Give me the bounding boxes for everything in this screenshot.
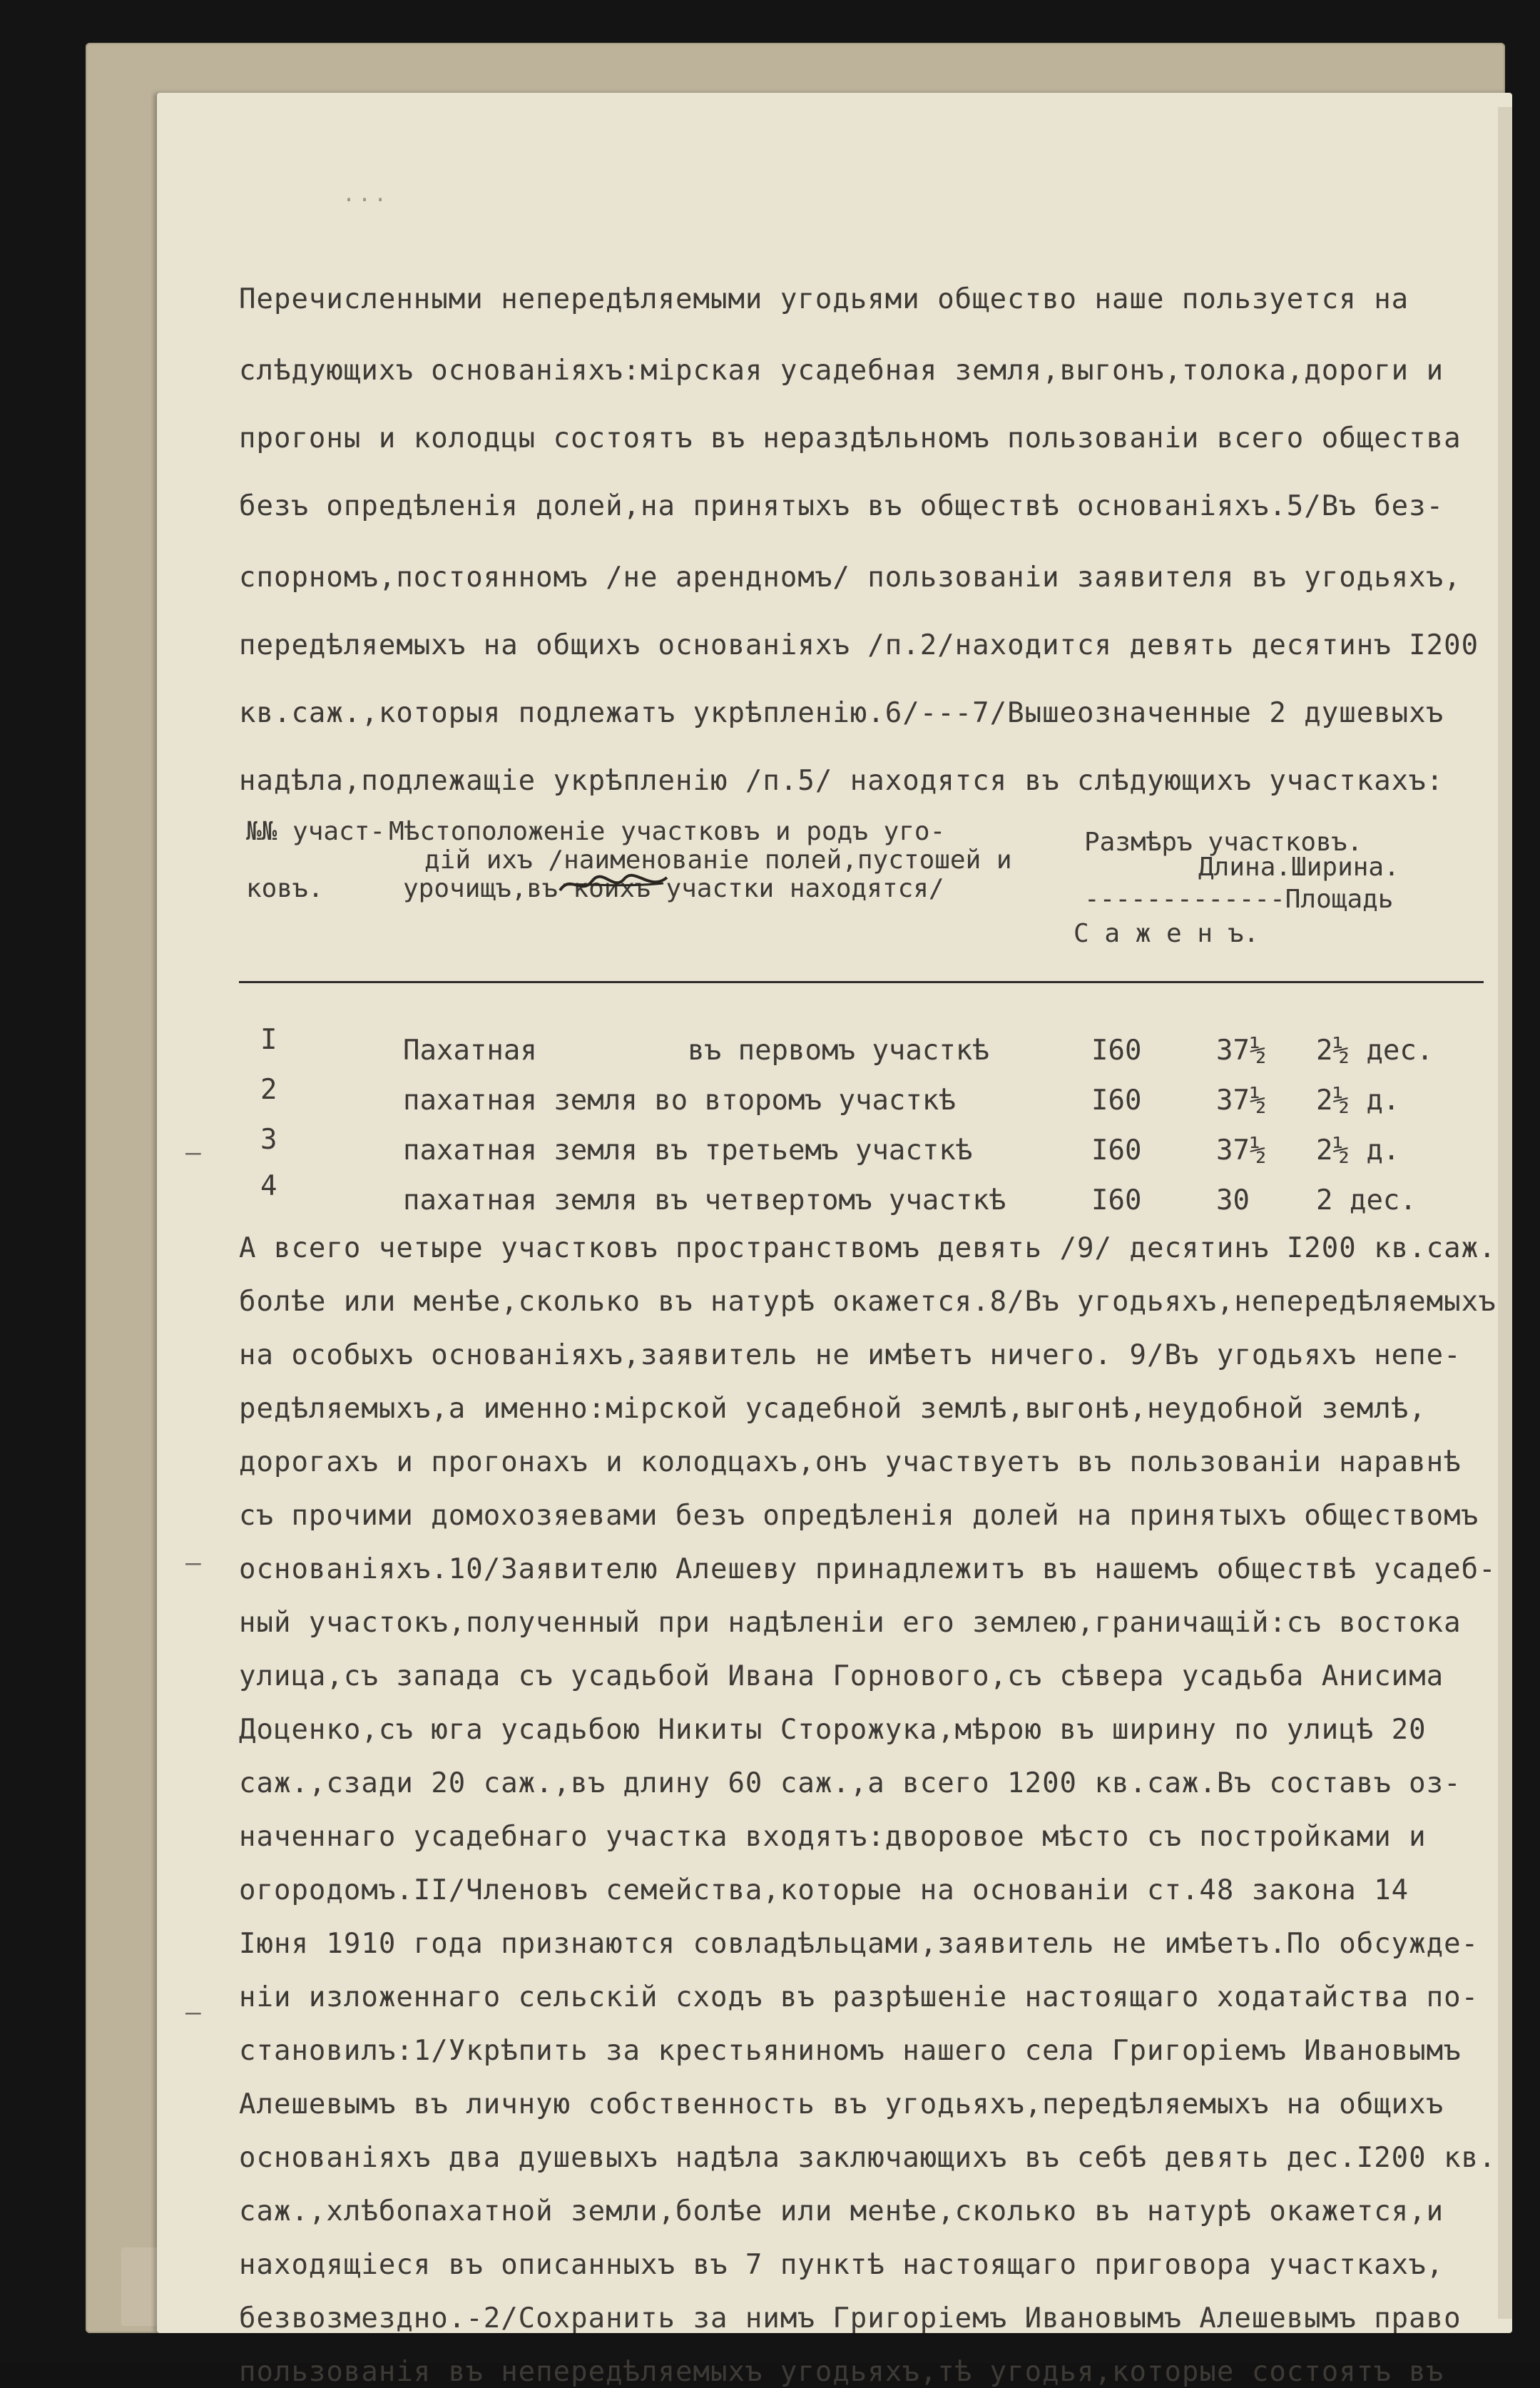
para2-line: становилъ:1/Укрѣпить за крестьяниномъ нашего села Григоріемъ Ивановымъ — [239, 2035, 1462, 2067]
para1-line: кв.саж.,которыя подлежатъ укрѣпленію.6/---7/Вышеозначенные 2 душевыхъ — [239, 697, 1444, 729]
para2-line: редѣляемыхъ,а именно:мірской усадебной землѣ,выгонѣ,неудобной землѣ, — [239, 1393, 1427, 1425]
para2-line: Іюня 1910 года признаются совладѣльцами,заявитель не имѣетъ.По обсужде- — [239, 1928, 1479, 1960]
para1-line: безъ опредѣленія долей,на принятыхъ въ обществѣ основаніяхъ.5/Въ без- — [239, 490, 1444, 522]
row-area: 2½ дес. — [1316, 1035, 1434, 1067]
para2-line: огородомъ.II/Членовъ семейства,которые на основаніи ст.48 закона 14 — [239, 1874, 1409, 1906]
para2-line: ніи изложеннаго сельскій сходъ въ разрѣшеніе настоящаго ходатайства по- — [239, 1981, 1479, 2013]
table-rule — [239, 981, 1484, 983]
para2-line: болѣе или менѣе,сколько въ натурѣ окажется.8/Въ угодьяхъ,непередѣляемыхъ — [239, 1286, 1496, 1318]
row-description: Пахатная въ первомъ участкѣ — [403, 1035, 989, 1067]
table-head-num: №№ участ- — [246, 817, 386, 846]
table-head-length-width: Длина.Ширина. — [1198, 853, 1399, 882]
para1-line: прогоны и колодцы состоятъ въ нераздѣльномъ пользованіи всего общества — [239, 422, 1462, 454]
table-head-location: Мѣстоположеніе участковъ и родъ уго- — [389, 817, 946, 846]
para2-line: ный участокъ,полученный при надѣленіи его землею,граничащій:съ востока — [239, 1607, 1462, 1639]
row-length: I60 — [1091, 1035, 1142, 1067]
para2-line: дорогахъ и прогонахъ и колодцахъ,онъ участвуетъ въ пользованіи наравнѣ — [239, 1446, 1462, 1478]
para2-line: пользованія въ непередѣляемыхъ угодьяхъ,тѣ угодья,которые состоятъ въ — [239, 2356, 1444, 2388]
row-number: 4 — [260, 1170, 277, 1202]
para2-line: А всего четыре участковъ пространствомъ девять /9/ десятинъ I200 кв.саж. — [239, 1232, 1496, 1264]
para2-line: наченнаго усадебнаго участка входятъ:дворовое мѣсто съ постройками и — [239, 1821, 1427, 1853]
row-number: 3 — [260, 1124, 277, 1156]
para2-line: Доценко,съ юга усадьбою Никиты Сторожука,мѣрою въ ширину по улицѣ 20 — [239, 1714, 1427, 1746]
para2-line: саж.,сзади 20 саж.,въ длину 60 саж.,а всего 1200 кв.саж.Въ составъ оз- — [239, 1767, 1462, 1799]
para2-line: основаніяхъ два душевыхъ надѣла заключающихъ въ себѣ девять дес.I200 кв. — [239, 2142, 1496, 2174]
row-length: I60 — [1091, 1134, 1142, 1167]
para2-line: основаніяхъ.10/Заявителю Алешеву принадлежитъ въ нашемъ обществѣ усадеб- — [239, 1553, 1496, 1585]
table-head-num-2: ковъ. — [246, 874, 324, 903]
para2-line: на особыхъ основаніяхъ,заявитель не имѣетъ ничего. 9/Въ угодьяхъ непе- — [239, 1339, 1462, 1371]
row-area: 2 дес. — [1316, 1184, 1417, 1216]
margin-mark: – — [185, 1138, 201, 1167]
para1-line: спорномъ,постоянномъ /не арендномъ/ пользованіи заявителя въ угодьяхъ, — [239, 562, 1462, 594]
row-number: 2 — [260, 1074, 277, 1106]
row-description: пахатная земля въ третьемъ участкѣ — [403, 1134, 973, 1167]
row-width: 30 — [1216, 1184, 1250, 1216]
row-area: 2½ д. — [1316, 1084, 1400, 1117]
table-head-location-2: дій ихъ /наименованіе полей,пустошей и — [424, 845, 1012, 875]
row-width: 37½ — [1216, 1084, 1267, 1117]
row-width: 37½ — [1216, 1035, 1267, 1067]
row-description: пахатная земля въ четвертомъ участкѣ — [403, 1184, 1006, 1216]
table-head-size: Размѣръ участковъ. — [1084, 828, 1363, 857]
para1-line: слѣдующихъ основаніяхъ:мірская усадебная земля,выгонъ,толока,дороги и — [239, 355, 1444, 387]
table-head-area: -------------Площадь — [1084, 885, 1394, 914]
para2-line: улица,съ запада съ усадьбой Ивана Горнового,съ сѣвера усадьба Анисима — [239, 1660, 1444, 1692]
row-number: I — [260, 1024, 277, 1056]
row-description: пахатная земля во второмъ участкѣ — [403, 1084, 956, 1117]
para2-line: саж.,хлѣбопахатной земли,болѣе или менѣе,сколько въ натурѣ окажется,и — [239, 2195, 1444, 2227]
row-area: 2½ д. — [1316, 1134, 1400, 1167]
para2-line: съ прочими домохозяевами безъ опредѣленія долей на принятыхъ обществомъ — [239, 1500, 1479, 1532]
para1-line: передѣляемыхъ на общихъ основаніяхъ /п.2/находится девять десятинъ I200 — [239, 629, 1479, 661]
para2-line: находящіеся въ описанныхъ въ 7 пунктѣ настоящаго приговора участкахъ, — [239, 2249, 1444, 2281]
margin-mark: – — [185, 1548, 201, 1577]
para2-line: Алешевымъ въ личную собственность въ угодьяхъ,передѣляемыхъ на общихъ — [239, 2088, 1444, 2120]
para1-line: Перечисленными непередѣляемыми угодьями общество наше пользуется на — [239, 283, 1409, 315]
para1-line: надѣла,подлежащіе укрѣпленію /п.5/ находятся въ слѣдующихъ участкахъ: — [239, 765, 1444, 797]
margin-mark: – — [185, 1998, 201, 2027]
page-edge — [1498, 107, 1512, 2319]
table-head-location-3: урочищъ,въ коихъ участки находятся/ — [403, 874, 944, 903]
row-width: 37½ — [1216, 1134, 1267, 1167]
para2-line: безвозмездно.-2/Сохранить за нимъ Григоріемъ Ивановымъ Алешевымъ право — [239, 2302, 1462, 2334]
row-length: I60 — [1091, 1184, 1142, 1216]
table-head-unit: С а ж е н ъ. — [1074, 919, 1260, 948]
handwritten-correction-icon — [556, 870, 670, 899]
row-length: I60 — [1091, 1084, 1142, 1117]
header-stamp: ... — [342, 182, 390, 207]
